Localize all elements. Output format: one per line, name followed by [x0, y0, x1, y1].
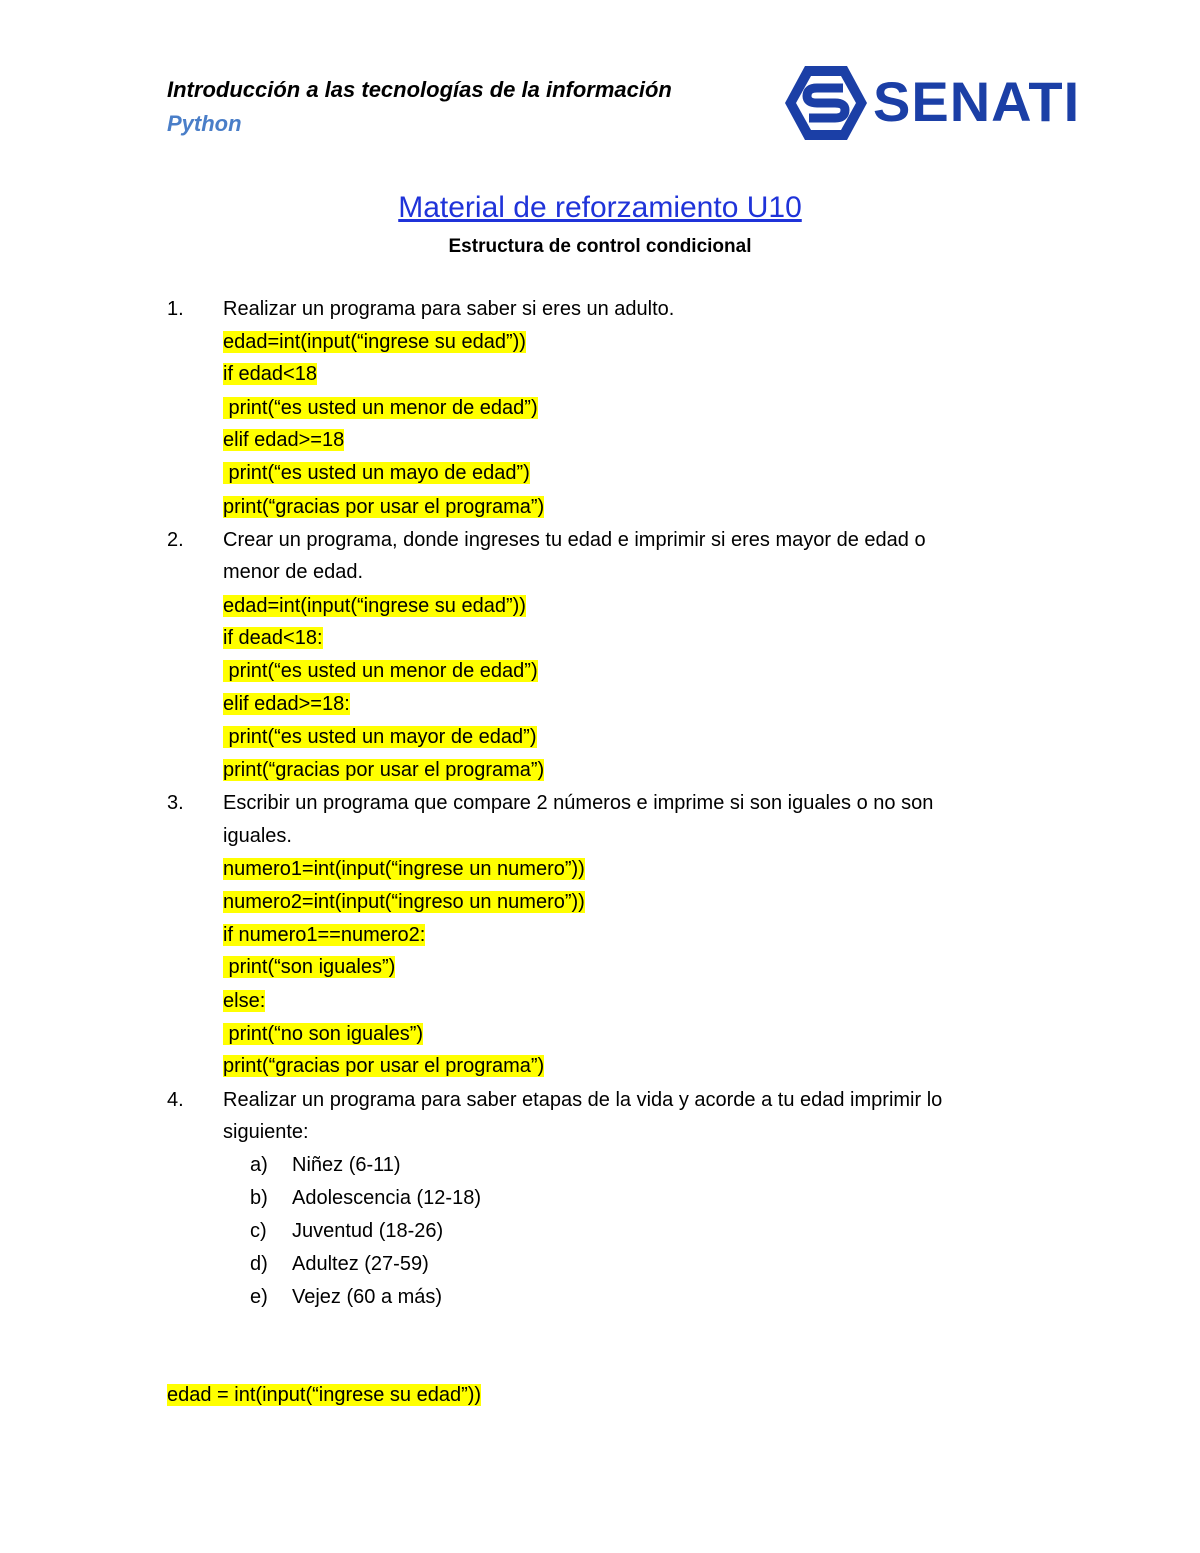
- page-title: Material de reforzamiento U10: [398, 191, 802, 224]
- list-item-letter: a): [250, 1154, 268, 1176]
- code-line: if edad<18: [223, 363, 317, 385]
- senati-logo-icon: [783, 64, 869, 142]
- exercise-3-statement-cont: iguales.: [223, 825, 292, 847]
- code-line: numero1=int(input(“ingrese un numero”)): [223, 858, 585, 880]
- code-line: print(“es usted un mayor de edad”): [223, 726, 537, 748]
- exercise-3-number: 3.: [167, 792, 184, 814]
- code-line: elif edad>=18:: [223, 693, 350, 715]
- list-item: Adultez (27-59): [292, 1253, 429, 1275]
- code-line: else:: [223, 990, 266, 1012]
- exercise-4-statement: Realizar un programa para saber etapas de la vida y acorde a tu edad imprimir lo: [223, 1089, 943, 1111]
- exercise-3-statement: Escribir un programa que compare 2 números e imprime si son iguales o no son: [223, 792, 934, 814]
- list-item: Vejez (60 a más): [292, 1286, 443, 1308]
- list-item: Adolescencia (12-18): [292, 1187, 481, 1209]
- code-line: if dead<18:: [223, 627, 323, 649]
- list-item-letter: e): [250, 1286, 268, 1308]
- course-topic: Python: [167, 111, 242, 136]
- code-line: elif edad>=18: [223, 429, 345, 451]
- senati-logo: [783, 64, 1081, 144]
- code-line: print(“gracias por usar el programa”): [223, 759, 545, 781]
- code-line: print(“gracias por usar el programa”): [223, 496, 545, 518]
- exercise-2-statement: Crear un programa, donde ingreses tu edad e imprimir si eres mayor de edad o: [223, 529, 926, 551]
- code-line: print(“son iguales”): [223, 956, 396, 978]
- list-item-letter: b): [250, 1187, 268, 1209]
- code-line: print(“es usted un mayo de edad”): [223, 462, 530, 484]
- code-line: if numero1==numero2:: [223, 924, 426, 946]
- code-line: print(“gracias por usar el programa”): [223, 1055, 545, 1077]
- exercise-2-number: 2.: [167, 529, 184, 551]
- list-item-letter: c): [250, 1220, 267, 1242]
- document-header: [167, 74, 672, 142]
- exercise-1-statement: Realizar un programa para saber si eres un adulto.: [223, 298, 675, 320]
- code-line: print(“no son iguales”): [223, 1023, 424, 1045]
- list-item-letter: d): [250, 1253, 268, 1275]
- code-line: edad=int(input(“ingrese su edad”)): [223, 595, 526, 617]
- list-item: Niñez (6-11): [292, 1154, 401, 1176]
- exercise-4-number: 4.: [167, 1089, 184, 1111]
- page-subtitle: Estructura de control condicional: [448, 236, 752, 257]
- exercise-1-number: 1.: [167, 298, 184, 320]
- code-line: edad=int(input(“ingrese su edad”)): [223, 331, 526, 353]
- code-line: numero2=int(input(“ingreso un numero”)): [223, 891, 585, 913]
- list-item: Juventud (18-26): [292, 1220, 444, 1242]
- code-line: print(“es usted un menor de edad”): [223, 660, 538, 682]
- course-title: Introducción a las tecnologías de la información: [167, 77, 672, 102]
- code-line: print(“es usted un menor de edad”): [223, 397, 538, 419]
- exercise-4-statement-cont: siguiente:: [223, 1121, 309, 1143]
- logo-wordmark: SENATI: [873, 70, 1081, 133]
- final-code-line: edad = int(input(“ingrese su edad”)): [167, 1384, 482, 1406]
- exercise-2-statement-cont: menor de edad.: [223, 561, 364, 583]
